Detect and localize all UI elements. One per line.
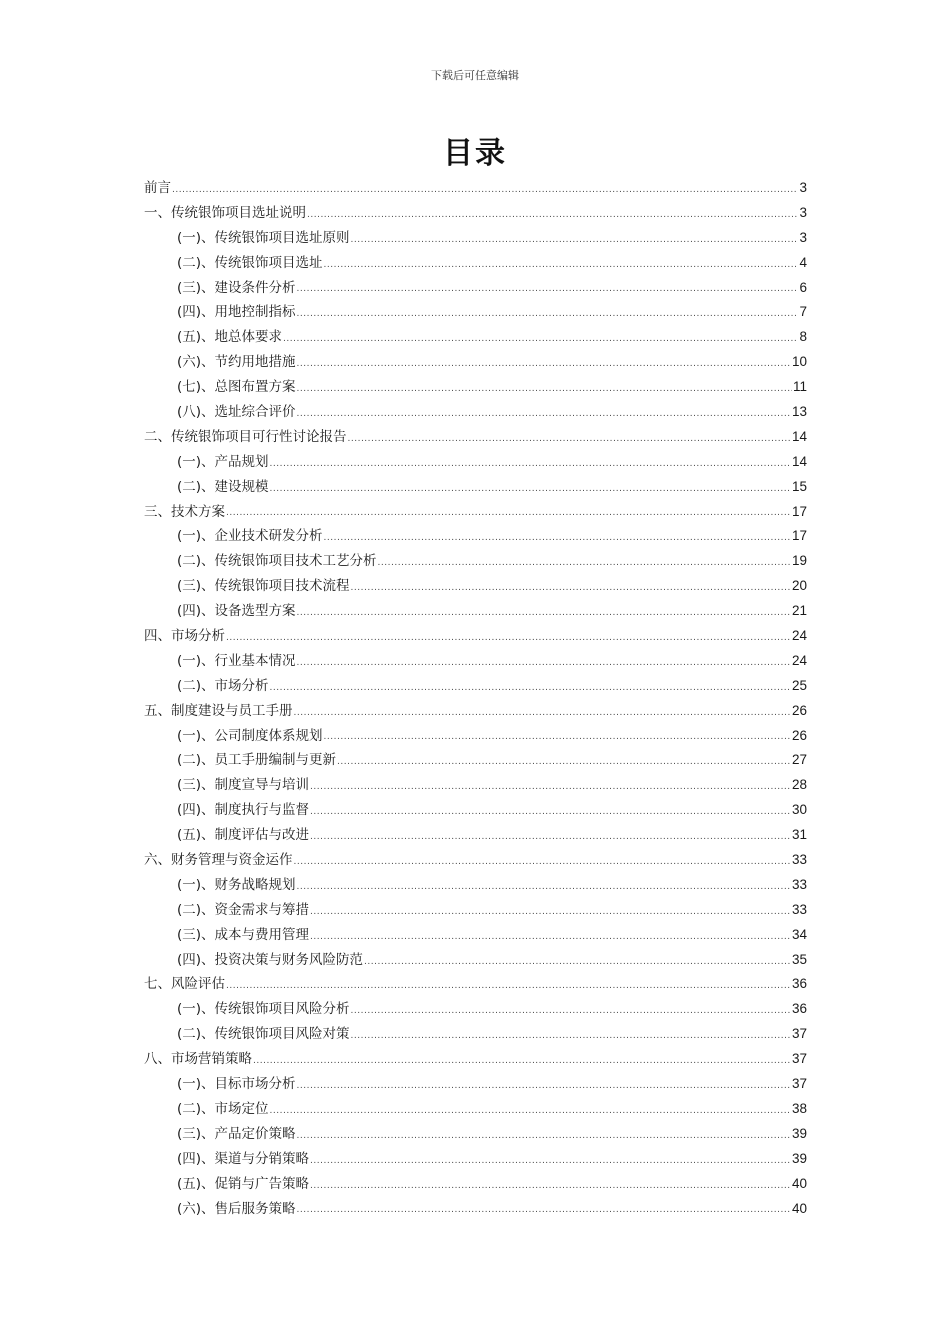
toc-entry-label: 七、风险评估 xyxy=(144,976,225,993)
toc-entry[interactable] xyxy=(144,599,807,624)
toc-dot-leader xyxy=(348,428,791,450)
toc-entry-page-number: 35 xyxy=(791,951,807,967)
toc-entry-label: 二、传统银饰项目可行性讨论报告 xyxy=(144,428,347,445)
toc-dot-leader xyxy=(324,254,798,276)
toc-entry-page-number: 28 xyxy=(791,777,807,793)
toc-entry[interactable] xyxy=(144,997,807,1022)
toc-entry-page-number: 26 xyxy=(791,727,807,743)
toc-entry[interactable] xyxy=(144,226,807,251)
toc-entry-label: (一)、目标市场分析 xyxy=(177,1076,296,1093)
toc-entry-page-number: 3 xyxy=(799,179,807,195)
toc-entry-label: (二)、员工手册编制与更新 xyxy=(177,752,337,769)
toc-dot-leader xyxy=(297,652,791,674)
toc-entry-label: (一)、传统银饰项目风险分析 xyxy=(177,1001,350,1018)
toc-entry-page-number: 14 xyxy=(791,453,807,469)
toc-entry[interactable] xyxy=(144,823,807,848)
toc-entry-label: (一)、企业技术研发分析 xyxy=(177,528,323,545)
toc-entry-label: (三)、传统银饰项目技术流程 xyxy=(177,578,350,595)
toc-dot-leader xyxy=(310,776,791,798)
toc-dot-leader xyxy=(253,1050,791,1072)
toc-entry-label: (一)、产品规划 xyxy=(177,453,269,470)
toc-entry-page-number: 13 xyxy=(791,404,807,419)
toc-entry-label: (一)、公司制度体系规划 xyxy=(177,727,323,744)
toc-dot-leader xyxy=(297,278,798,300)
toc-entry-label: (三)、成本与费用管理 xyxy=(177,926,310,943)
toc-dot-leader xyxy=(297,378,792,400)
toc-entry[interactable] xyxy=(144,798,807,823)
toc-entry[interactable] xyxy=(144,375,807,400)
toc-entry[interactable] xyxy=(144,1072,807,1097)
toc-entry[interactable] xyxy=(144,773,807,798)
toc-dot-leader xyxy=(378,552,791,574)
toc-entry[interactable] xyxy=(144,699,807,724)
toc-dot-leader xyxy=(297,353,791,375)
toc-entry-label: 五、制度建设与员工手册 xyxy=(144,702,293,719)
toc-entry-label: (二)、传统银饰项目技术工艺分析 xyxy=(177,553,377,570)
toc-entry-page-number: 24 xyxy=(791,652,807,668)
toc-entry-page-number: 38 xyxy=(791,1100,807,1116)
toc-entry-page-number: 37 xyxy=(791,1051,807,1067)
toc-entry-label: (二)、市场分析 xyxy=(177,677,269,694)
toc-entry-page-number: 11 xyxy=(792,379,807,395)
toc-entry[interactable] xyxy=(144,524,807,549)
toc-entry-page-number: 40 xyxy=(791,1175,807,1191)
toc-dot-leader xyxy=(351,229,798,251)
page-title: 目录 xyxy=(443,136,507,171)
toc-dot-leader xyxy=(270,677,791,699)
toc-entry-page-number: 6 xyxy=(799,279,807,295)
toc-dot-leader xyxy=(270,478,791,500)
toc-entry-label: (六)、节约用地措施 xyxy=(177,354,296,371)
toc-dot-leader xyxy=(226,627,791,649)
toc-entry-label: 六、财务管理与资金运作 xyxy=(144,852,293,869)
toc-entry-page-number: 17 xyxy=(791,528,807,544)
toc-entry[interactable] xyxy=(144,1147,807,1172)
toc-entry[interactable] xyxy=(144,500,807,525)
toc-entry[interactable] xyxy=(144,1172,807,1197)
toc-entry[interactable] xyxy=(144,624,807,649)
toc-entry-page-number: 15 xyxy=(791,478,807,494)
toc-entry-page-number: 27 xyxy=(791,752,807,768)
toc-dot-leader xyxy=(294,702,791,724)
toc-entry[interactable] xyxy=(144,549,807,574)
toc-dot-leader xyxy=(310,1150,791,1172)
toc-entry-label: 四、市场分析 xyxy=(144,628,225,645)
toc-entry-label: (三)、产品定价策略 xyxy=(177,1125,296,1142)
toc-entry-page-number: 4 xyxy=(799,254,807,270)
toc-entry-page-number: 33 xyxy=(791,876,807,892)
toc-entry-page-number: 36 xyxy=(791,976,807,992)
toc-entry-label: 八、市场营销策略 xyxy=(144,1051,252,1068)
toc-entry[interactable] xyxy=(144,848,807,873)
toc-entry-label: (二)、传统银饰项目选址 xyxy=(177,254,323,271)
toc-entry-page-number: 19 xyxy=(791,553,807,569)
toc-entry[interactable] xyxy=(144,1022,807,1047)
toc-dot-leader xyxy=(310,1175,791,1197)
toc-dot-leader xyxy=(297,1199,791,1221)
toc-entry[interactable] xyxy=(144,325,807,350)
toc-entry-page-number: 37 xyxy=(791,1026,807,1042)
toc-dot-leader xyxy=(310,801,791,823)
toc-entry-label: (七)、总图布置方案 xyxy=(177,379,296,396)
toc-entry-label: (五)、制度评估与改进 xyxy=(177,827,310,844)
toc-entry-page-number: 39 xyxy=(791,1125,807,1141)
toc-dot-leader xyxy=(297,602,791,624)
toc-entry[interactable] xyxy=(144,475,807,500)
toc-dot-leader xyxy=(310,826,791,848)
toc-entry-label: (二)、传统银饰项目风险对策 xyxy=(177,1026,350,1043)
toc-entry[interactable] xyxy=(144,176,807,201)
table-of-contents xyxy=(144,176,807,1221)
toc-entry-label: 一、传统银饰项目选址说明 xyxy=(144,204,306,221)
toc-entry-label: (四)、渠道与分销策略 xyxy=(177,1150,310,1167)
toc-entry-page-number: 39 xyxy=(791,1150,807,1166)
toc-entry-label: (二)、市场定位 xyxy=(177,1100,269,1117)
toc-entry-page-number: 31 xyxy=(791,827,807,843)
toc-dot-leader xyxy=(364,951,791,973)
toc-entry-label: (二)、资金需求与筹措 xyxy=(177,901,310,918)
toc-entry-page-number: 17 xyxy=(791,503,807,519)
toc-dot-leader xyxy=(351,577,791,599)
toc-dot-leader xyxy=(270,453,791,475)
toc-entry[interactable] xyxy=(144,201,807,226)
toc-entry-page-number: 14 xyxy=(791,428,807,444)
toc-entry-page-number: 7 xyxy=(799,304,807,320)
toc-entry[interactable] xyxy=(144,574,807,599)
toc-entry-label: 前言 xyxy=(144,179,171,196)
toc-entry-label: (四)、制度执行与监督 xyxy=(177,802,310,819)
toc-dot-leader xyxy=(307,204,798,226)
toc-entry-label: (四)、用地控制指标 xyxy=(177,304,296,321)
toc-entry-label: (一)、传统银饰项目选址原则 xyxy=(177,229,350,246)
toc-entry-page-number: 33 xyxy=(791,852,807,868)
toc-entry-label: (一)、行业基本情况 xyxy=(177,652,296,669)
toc-entry[interactable] xyxy=(144,251,807,276)
toc-dot-leader xyxy=(351,1000,791,1022)
toc-entry-page-number: 25 xyxy=(791,677,807,693)
toc-dot-leader xyxy=(283,328,798,350)
toc-entry-page-number: 30 xyxy=(791,802,807,818)
toc-dot-leader xyxy=(297,1075,791,1097)
toc-dot-leader xyxy=(310,901,791,923)
toc-entry[interactable] xyxy=(144,724,807,749)
toc-dot-leader xyxy=(337,751,791,773)
toc-entry-page-number: 21 xyxy=(791,603,807,619)
toc-entry-label: (六)、售后服务策略 xyxy=(177,1200,296,1217)
header-note: 下载后可任意编辑 xyxy=(431,69,519,82)
toc-dot-leader xyxy=(297,1125,791,1147)
toc-entry-page-number: 8 xyxy=(799,329,807,345)
toc-entry[interactable] xyxy=(144,350,807,375)
toc-entry-page-number: 34 xyxy=(791,926,807,942)
toc-entry-page-number: 33 xyxy=(791,901,807,917)
toc-entry[interactable] xyxy=(144,873,807,898)
toc-entry[interactable] xyxy=(144,1197,807,1222)
toc-entry-page-number: 10 xyxy=(791,354,807,370)
toc-entry[interactable] xyxy=(144,450,807,475)
toc-dot-leader xyxy=(297,876,791,898)
toc-entry[interactable] xyxy=(144,400,807,425)
toc-entry-label: (一)、财务战略规划 xyxy=(177,876,296,893)
toc-entry-page-number: 3 xyxy=(799,229,807,245)
toc-entry[interactable] xyxy=(144,276,807,301)
toc-entry-label: (四)、投资决策与财务风险防范 xyxy=(177,951,364,968)
toc-entry-page-number: 37 xyxy=(791,1076,807,1092)
toc-entry[interactable] xyxy=(144,1047,807,1072)
toc-entry[interactable] xyxy=(144,674,807,699)
toc-dot-leader xyxy=(294,851,791,873)
toc-entry-label: (三)、建设条件分析 xyxy=(177,279,296,296)
toc-entry-page-number: 20 xyxy=(791,578,807,594)
toc-dot-leader xyxy=(310,926,791,948)
toc-entry[interactable] xyxy=(144,948,807,973)
toc-entry[interactable] xyxy=(144,425,807,450)
toc-entry-label: (五)、地总体要求 xyxy=(177,329,283,346)
toc-entry-page-number: 40 xyxy=(791,1200,807,1216)
toc-entry-label: (五)、促销与广告策略 xyxy=(177,1175,310,1192)
toc-dot-leader xyxy=(226,975,791,997)
toc-entry[interactable] xyxy=(144,1097,807,1122)
toc-entry-label: 三、技术方案 xyxy=(144,503,225,520)
toc-entry-label: (三)、制度宣导与培训 xyxy=(177,777,310,794)
toc-dot-leader xyxy=(226,502,791,524)
toc-entry[interactable] xyxy=(144,748,807,773)
toc-entry[interactable] xyxy=(144,973,807,998)
toc-dot-leader xyxy=(324,726,791,748)
toc-entry-label: (八)、选址综合评价 xyxy=(177,404,296,420)
toc-dot-leader xyxy=(324,527,791,549)
toc-entry-label: (四)、设备选型方案 xyxy=(177,603,296,620)
toc-entry[interactable] xyxy=(144,649,807,674)
toc-entry[interactable] xyxy=(144,923,807,948)
toc-entry[interactable] xyxy=(144,1122,807,1147)
toc-entry[interactable] xyxy=(144,300,807,325)
toc-dot-leader xyxy=(270,1100,791,1122)
toc-entry[interactable] xyxy=(144,898,807,923)
toc-entry-page-number: 36 xyxy=(791,1001,807,1017)
toc-dot-leader xyxy=(351,1025,791,1047)
toc-dot-leader xyxy=(297,403,791,425)
toc-entry-label: (二)、建设规模 xyxy=(177,478,269,495)
toc-dot-leader xyxy=(172,179,798,201)
toc-entry-page-number: 3 xyxy=(799,204,807,220)
toc-entry-page-number: 26 xyxy=(791,702,807,718)
toc-entry-page-number: 24 xyxy=(791,628,807,644)
toc-dot-leader xyxy=(297,303,798,325)
